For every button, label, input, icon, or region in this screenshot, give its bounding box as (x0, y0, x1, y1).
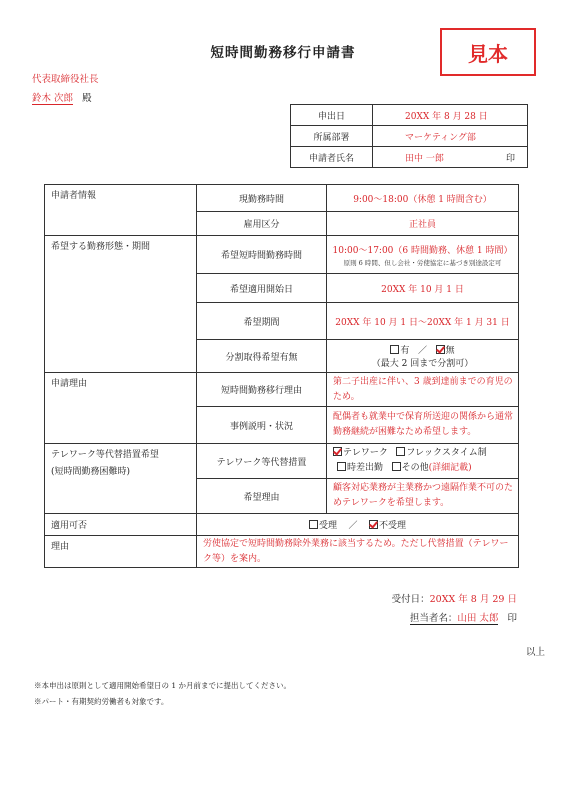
handler-line (410, 610, 517, 624)
value-case: 配偶者も就業中で保育所送迎の関係から通常勤務継続が困難なため希望します。 (327, 407, 519, 444)
row-telework (45, 444, 519, 479)
label-period: 希望期間 (197, 303, 327, 340)
section-reason: 申請理由 (45, 373, 197, 444)
end-mark: 以上 (525, 647, 545, 658)
label-start-date: 希望適用開始日 (197, 274, 327, 303)
telework-label: テレワーク (343, 448, 388, 458)
value-start-date: 20XX 年 10 月 1 日 (327, 274, 519, 303)
section-telework-title: テレワーク等代替措置希望 (51, 450, 159, 460)
value-split-cell (327, 340, 519, 373)
approval-separator: ／ (348, 521, 358, 531)
accept-label: 受理 (319, 521, 338, 531)
other-label: その他 (401, 463, 429, 473)
handler-seal: 印 (507, 613, 517, 624)
value-current-hours: 9:00～18:00（休憩 1 時間含む） (327, 185, 519, 212)
split-note: （最大 2 回まで分割可） (371, 359, 474, 369)
note-submission: ※本申出は原則として適用開始希望日の 1 か月前までに提出してください。 (34, 681, 292, 690)
shift-checkbox[interactable] (337, 462, 346, 471)
value-desired-hours: 10:00～17:00（6 時間勤務、休憩 1 時間） (332, 245, 513, 256)
label-telework: テレワーク等代替措置 (197, 444, 327, 479)
info-value-date: 20XX 年 8 月 28 日 (373, 105, 528, 126)
section-approval-reason: 理由 (45, 536, 197, 568)
row-approval (45, 514, 519, 536)
applicant-info-table (290, 104, 528, 168)
flex-checkbox[interactable] (396, 447, 405, 456)
other-detail: (詳細記載) (428, 463, 472, 473)
document-title: 短時間勤務移行申請書 (210, 45, 356, 61)
section-telework (45, 444, 197, 514)
received-label: 受付日： (391, 594, 430, 605)
info-value-name: 田中 一郎 (405, 153, 444, 164)
reject-checkbox[interactable] (369, 520, 378, 529)
info-seal: 印 (505, 153, 515, 164)
value-approval-reason: 労使協定で短時間勤務除外業務に該当するため。ただし代替措置（テレワーク等）を案内。 (197, 536, 519, 568)
addressee-name: 鈴木 次郎 (32, 93, 74, 104)
info-label-name: 申請者氏名 (291, 147, 373, 168)
info-row-date (291, 105, 528, 126)
split-no-checkbox[interactable] (436, 345, 445, 354)
split-yes-checkbox[interactable] (390, 345, 399, 354)
section-desired: 希望する勤務形態・期間 (45, 236, 197, 373)
label-reason: 短時間勤務移行理由 (197, 373, 327, 407)
value-hope-reason: 顧客対応業務が主業務かつ遠隔作業不可のためテレワークを希望します。 (327, 479, 519, 514)
shift-label: 時差出勤 (347, 463, 384, 473)
row-current-hours (45, 185, 519, 212)
info-row-dept (291, 126, 528, 147)
addressee-line (32, 90, 92, 104)
label-split: 分割取得希望有無 (197, 340, 327, 373)
other-checkbox[interactable] (392, 462, 401, 471)
note-eligibility: ※パート・有期契約労働者も対象です。 (34, 697, 169, 706)
split-no-label: 無 (445, 346, 455, 356)
split-yes-label: 有 (400, 346, 410, 356)
sample-stamp: 見本 (440, 28, 536, 76)
value-desired-hours-cell (327, 236, 519, 274)
application-table (44, 184, 519, 568)
accept-checkbox[interactable] (309, 520, 318, 529)
telework-options-line2 (333, 461, 514, 476)
label-case: 事例説明・状況 (197, 407, 327, 444)
row-reason (45, 373, 519, 407)
section-approval: 適用可否 (45, 514, 197, 536)
addressee-title: 代表取締役社長 (32, 74, 99, 85)
row-approval-reason (45, 536, 519, 568)
value-reason: 第二子出産に伴い、3 歳到達前までの育児のため。 (327, 373, 519, 407)
label-current-hours: 現勤務時間 (197, 185, 327, 212)
handler-name: 山田 太郎 (457, 613, 499, 624)
flex-label: フレックスタイム制 (406, 448, 487, 458)
split-separator: ／ (417, 346, 427, 356)
label-desired-hours: 希望短時間勤務時間 (197, 236, 327, 274)
info-value-name-cell (373, 147, 528, 168)
info-value-dept: マーケティング部 (373, 126, 528, 147)
desired-hours-note: 原則 6 時間、但し会社・労使協定に基づき別途設定可 (343, 258, 502, 267)
telework-checkbox[interactable] (333, 447, 342, 456)
info-row-name (291, 147, 528, 168)
info-label-dept: 所属部署 (291, 126, 373, 147)
value-telework-cell (327, 444, 519, 479)
value-period: 20XX 年 10 月 1 日～20XX 年 1 月 31 日 (327, 303, 519, 340)
info-label-date: 申出日 (291, 105, 373, 126)
label-employment: 雇用区分 (197, 212, 327, 236)
row-desired-hours (45, 236, 519, 274)
section-telework-sub: (短時間勤務困難時) (51, 467, 131, 477)
value-approval-cell (197, 514, 519, 536)
telework-options-line1 (333, 446, 514, 461)
label-hope-reason: 希望理由 (197, 479, 327, 514)
split-options (327, 343, 518, 356)
value-employment: 正社員 (327, 212, 519, 236)
reject-label: 不受理 (378, 521, 406, 531)
addressee-honorific: 殿 (82, 93, 92, 104)
received-date: 20XX 年 8 月 29 日 (429, 594, 517, 605)
received-line (392, 591, 517, 605)
handler-underline (410, 613, 499, 625)
handler-label: 担当者名： (409, 613, 458, 624)
section-applicant: 申請者情報 (45, 185, 197, 236)
